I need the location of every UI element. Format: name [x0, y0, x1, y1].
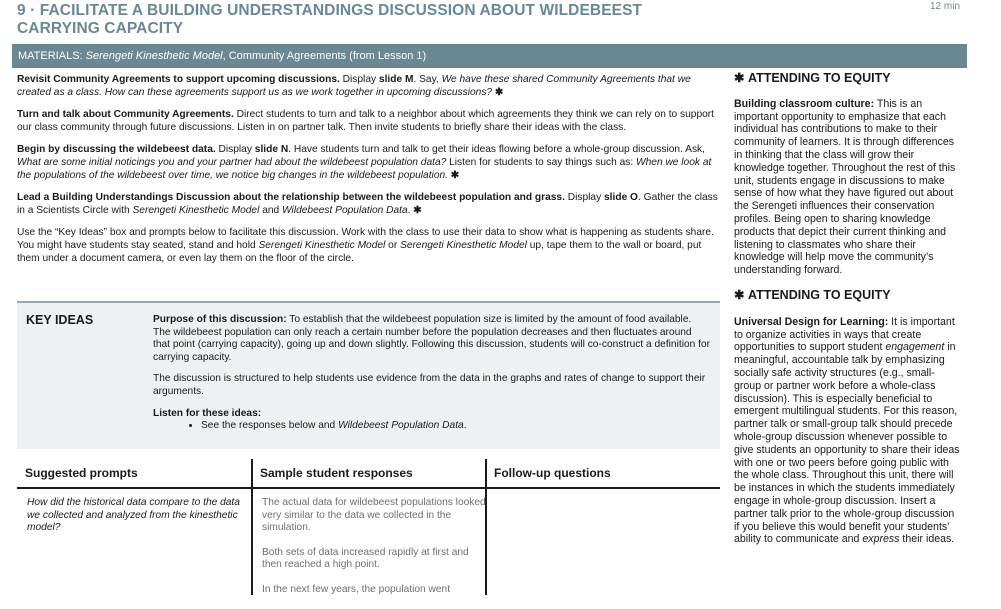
step-lead: Turn and talk about Community Agreements.: [17, 109, 234, 121]
listen-lead: Listen for these ideas:: [153, 407, 262, 419]
teacher-quote: What are some initial noticings you and your partner had about the wildebeest population data?: [17, 156, 447, 168]
listen-for-heading: [153, 408, 711, 421]
note-emphasis: engagement: [885, 341, 945, 354]
step-text: Display: [339, 74, 379, 85]
sample-response: Both sets of data increased rapidly at first and then reached a high point.: [262, 546, 469, 571]
step-text: . Have students turn and talk to get their ideas flowing before a whole-group discussion. Ask,: [288, 144, 705, 156]
step-text: Display: [564, 192, 605, 204]
equity-star-icon: ✱: [492, 86, 504, 98]
note-text: their ideas.: [899, 533, 955, 546]
step-revisit-agreements: [17, 74, 720, 99]
step-text: and: [259, 204, 283, 216]
bullet-text: .: [463, 420, 467, 432]
step-lead-discussion: [17, 192, 720, 217]
equity-note-culture: [734, 98, 960, 277]
teacher-quote: We have these shared Community Agreements that we created as a class. How can these agreements support us as we work together in upcoming discussions?: [17, 74, 691, 98]
materials-item-agreements: , Community Agreements (from Lesson 1): [222, 50, 427, 62]
equity-heading-text: ATTENDING TO EQUITY: [747, 71, 891, 85]
discussion-purpose: [153, 314, 711, 364]
step-text: Direct students to turn and talk to a neighbor about which agreements they think we can rely on to support our class community through future discussions. Listen in on partner talk. Then invite students to briefly share their ideas with the class.: [17, 109, 715, 133]
note-lead: Building classroom culture:: [734, 97, 875, 110]
column-header-prompts: Suggested prompts: [25, 466, 138, 480]
column-divider: [251, 459, 253, 595]
step-text: Display: [215, 144, 255, 156]
key-ideas-body: [153, 314, 711, 433]
prompts-table: [17, 459, 720, 595]
step-key-ideas-usage: [17, 227, 720, 265]
material-ref: Serengeti Kinesthetic Model: [258, 239, 386, 251]
star-icon: ✱: [734, 287, 745, 302]
note-emphasis: express: [862, 533, 900, 546]
note-text: This is an important opportunity to emphasize that each individual has contributions to make to their community of learners. It is through differences in thinking that the class will grow their knowledge together. Throughout the rest of this unit, students engage in discussions to make sense of how what they have figured out about the Serengeti influences their conservation profiles. Being open to sharing knowledge products that depict their current thinking and listening to classmates who share their knowledge will help move the community’s understanding forward.: [734, 97, 956, 277]
note-text: in meaningful, accountable talk by emphasizing socially safe activity structures (e.g., small-group or partner work before a whole-class discussion). This is especially beneficial to emergent multilingual students. For this reason, partner talk or small-group talk should precede whole-group discussion whenever possible to give students an opportunity to share their ideas with one or two peers before going public with the whole class. Throughout this unit, there will be instances in which the students immediately engage in whole-group discussion. Insert a partner talk prior to the whole-group discussion if you believe this would benefit your students’ ability to communicate and: [734, 341, 960, 546]
student-quote: When we look at the populations of the wildebeest over time, we notice big changes in the wildebeest population.: [17, 156, 712, 181]
slide-ref: slide O: [604, 192, 638, 204]
step-text: Use the “Key Ideas” box and prompts below to facilitate this discussion. Work with the class to use their data to show what is happening as students share. You might have students stay seated, stand and hold: [17, 227, 714, 251]
step-text: up, tape them to the wall or board, put them under a document camera, or even lay them on the floor of the circle.: [17, 239, 702, 264]
step-lead: Revisit Community Agreements to support upcoming discussions.: [17, 74, 340, 85]
equity-sidebar: [734, 72, 960, 546]
key-ideas-box: [17, 301, 720, 449]
section-title: 9 · FACILITATE A BUILDING UNDERSTANDINGS DISCUSSION ABOUT WILDEBEEST CARRYING CAPACITY: [17, 2, 643, 37]
star-icon: ✱: [734, 71, 745, 85]
materials-bar: [12, 44, 967, 68]
listen-for-list: [153, 420, 711, 433]
bullet-text: See the responses below and: [201, 420, 339, 432]
material-ref: Serengeti Kinesthetic Model: [132, 204, 260, 216]
discussion-structure: The discussion is structured to help students use evidence from the data in the graphs and rates of change to support their arguments.: [153, 373, 706, 397]
list-item: [201, 420, 711, 433]
equity-note-udl: [734, 316, 960, 546]
step-text: . Say,: [413, 74, 442, 85]
equity-heading: [734, 289, 960, 302]
purpose-text: To establish that the wildebeest population size is limited by the amount of food available. The wildebeest population can only reach a certain number before the population decreases and then fluctuates around that point (carrying capacity), going up and down slightly. Following this discussion, students will co-construct a definition for carrying capacity.: [153, 314, 711, 363]
note-text: It is important to organize activities in ways that create opportunities to support student: [734, 315, 955, 354]
step-text: Listen for students to say things such as:: [446, 156, 636, 168]
key-ideas-label: KEY IDEAS: [26, 313, 94, 327]
time-estimate: 12 min: [929, 1, 960, 12]
column-header-responses: Sample student responses: [260, 466, 413, 480]
materials-label: MATERIALS:: [18, 50, 86, 62]
purpose-lead: Purpose of this discussion:: [153, 314, 287, 325]
material-ref: Wildebeest Population Data: [338, 420, 464, 432]
slide-ref: slide M: [378, 74, 414, 85]
column-header-followup: Follow-up questions: [494, 466, 611, 480]
step-text: . Gather the class in a Scientists Circle with: [17, 192, 718, 216]
step-lead: Begin by discussing the wildebeest data.: [17, 144, 216, 156]
equity-heading-text: ATTENDING TO EQUITY: [747, 287, 891, 302]
sample-response: In the next few years, the population went: [262, 583, 451, 595]
step-lead: Lead a Building Understandings Discussion about the relationship between the wildebeest population and grass.: [17, 192, 565, 204]
header-divider: [17, 487, 720, 489]
slide-ref: slide N: [254, 144, 289, 156]
sample-responses: [262, 497, 487, 609]
equity-star-icon: ✱: [410, 204, 422, 216]
step-text: .: [407, 204, 411, 216]
note-lead: Universal Design for Learning:: [734, 315, 889, 328]
material-ref: Serengeti Kinesthetic Model: [400, 239, 527, 251]
sample-response: The actual data for wildebeest populations looked very similar to the data we collected in the simulation.: [262, 497, 486, 534]
suggested-prompt: How did the historical data compare to the data we collected and analyzed from the kinesthetic model?: [27, 497, 240, 534]
equity-star-icon: ✱: [447, 169, 460, 181]
materials-item-model: Serengeti Kinesthetic Model: [85, 50, 223, 62]
step-turn-and-talk: [17, 109, 720, 134]
step-text: or: [385, 239, 401, 251]
step-discuss-data: [17, 144, 720, 182]
equity-heading: [734, 72, 960, 85]
material-ref: Wildebeest Population Data: [282, 204, 408, 216]
main-instructions: [17, 74, 720, 275]
